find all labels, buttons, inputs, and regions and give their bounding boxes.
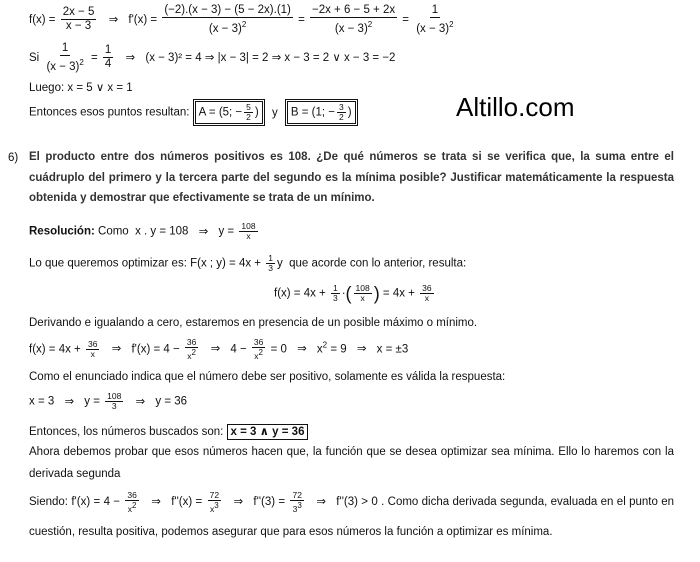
si-line: Si $\frac{1}{(x - 3)^2}$ = $\frac{1}{4}$ ⇒ (x − 3)² = 4 ⇒ |x − 3| = 2 ⇒ x − 3 = 2 ∨ x − 3 = −2 <box>29 42 396 73</box>
resolucion-line: Resolución: Como x . y = 108 ⇒ y = $\frac{108}{x}$ <box>29 221 256 241</box>
enunciado-text: Como el enunciado indica que el número debe ser positivo, solamente es válida la respuesta: <box>29 371 506 383</box>
luego-line: Luego: x = 5 ∨ x = 1 <box>29 82 133 94</box>
si-label: Si <box>29 51 40 64</box>
si-rest: (x − 3)² = 4 ⇒ |x − 3| = 2 ⇒ x − 3 = 2 ∨ x − 3 = −2 <box>145 51 396 64</box>
answer-box: x = 3 ∧ y = 36 <box>227 424 309 440</box>
x3-equation: x = 3 ⇒ y = $\frac{108}{3}$ ⇒ y = 36 <box>29 391 188 411</box>
fx-equation: f(x) = 4x + $\frac{1}{3}$ ·( $\frac{108}{x}$ ) = 4x + $\frac{36}{x}$ <box>274 283 432 304</box>
ahora-text: Ahora debemos probar que esos números hacen que, la función que se desea optimizar sea mínima. Ello lo haremos con la derivada segunda <box>29 446 674 480</box>
y-word: y <box>271 106 278 119</box>
siendo-text: Siendo: f'(x) = 4 − $\frac{36}{x^2}$ ⇒ f''(x) = $\frac{72}{x^3}$ ⇒ f''(3) = $\frac{72}{3^3}$ ⇒ f''(3) > 0 . Como dicha derivada segunda, evaluada en el punto en cuestión, resulta positiva, podemos asegurar que para esos números la función a optimizar es mínima. <box>29 489 675 538</box>
problem-statement: El producto entre dos números positivos es 108. ¿De qué números se trata si se verifica que, la suma entre el cuádruplo del primero y la tercera parte del segundo es la mínima posible? Justificar matemáticamente la respuesta obtenida y demostrar que efectivamente se trata de un mínimo. <box>29 151 674 204</box>
problem-number: 6) <box>8 152 19 164</box>
point-b-box: B = (1; − $\frac{3}{2}$ ) <box>285 99 358 126</box>
resolucion-label: Resolución: <box>29 225 95 238</box>
points-text: Entonces esos puntos resultan: <box>29 106 190 119</box>
entonces-text: Entonces, los números buscados son: <box>29 426 224 438</box>
derivando-text: Derivando e igualando a cero, estaremos en presencia de un posible máximo o mínimo. <box>29 317 478 329</box>
derivative-equation: f(x) = 4x + $\frac{36}{x}$ ⇒ f'(x) = 4 − $\frac{36}{x^2}$ ⇒ 4 − $\frac{36}{x^2}$ = 0 ⇒ $x^2 = 9$ ⇒ x = ±3 <box>29 337 409 361</box>
optimizar-line: Lo que queremos optimizar es: F(x ; y) = 4x + $\frac{1}{3}$ y que acorde con lo anterior, resulta: <box>29 253 467 273</box>
point-a-box: A = (5; − $\frac{5}{2}$ ) <box>193 99 265 126</box>
derivative-line: f(x) = $\frac{2x - 5}{x - 3}$ ⇒ f'(x) = $\frac{(-2).(x - 3) - (5 - 2x).(1)}{(x - 3)^2}$ = $\frac{-2x + 6 - 5 + 2x}{(x - 3)^2}$ = $\frac{1}{(x - 3)^2}$ <box>29 4 454 35</box>
points-line <box>29 99 358 126</box>
answer-line <box>29 424 308 440</box>
watermark: Altillo.com <box>456 92 575 122</box>
